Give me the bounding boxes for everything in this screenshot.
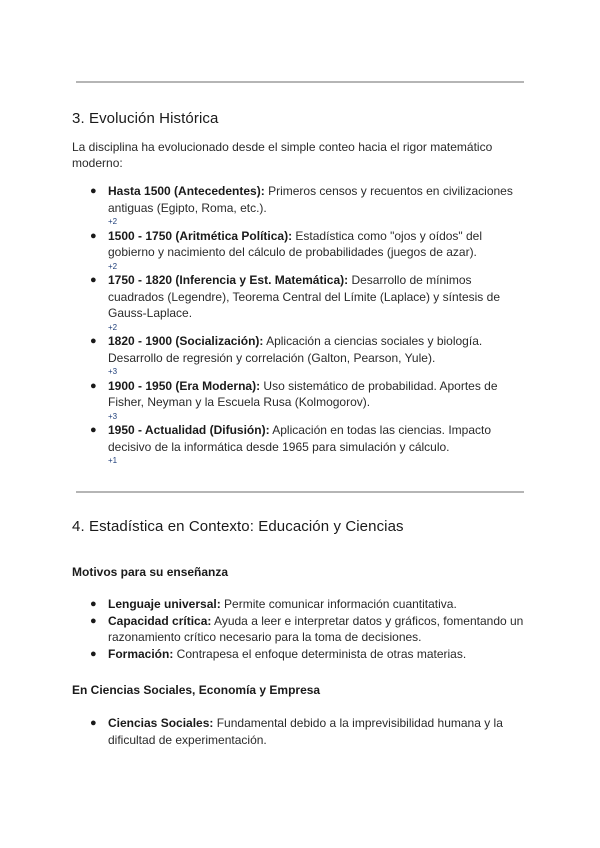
motivos-heading: Motivos para su enseñanza [72, 565, 229, 579]
bullet-icon: ● [90, 335, 97, 347]
item-text: Desarrollo de mínimos cuadrados (Legendre), Teorema Central del Límite (Laplace) y síntesis de Gauss-Laplace. [108, 273, 500, 320]
item-text: Estadística como "ojos y oídos" del gobierno y nacimiento del cálculo de probabilidades (juegos de azar). [108, 228, 483, 259]
bullet-icon: ● [90, 647, 97, 660]
citation-link[interactable]: +3 [108, 367, 118, 376]
history-item [0, 378, 526, 422]
item-text: Aplicación a ciencias sociales y biología. Desarrollo de regresión y correlación (Galton, Pearson, Yule). [108, 334, 483, 365]
motivos-list [0, 596, 526, 662]
history-item [0, 422, 526, 466]
history-list [0, 183, 526, 467]
motivo-item [0, 613, 526, 646]
history-item [0, 183, 526, 227]
item-text: Contrapesa el enfoque determinista de otras materias. [173, 646, 467, 661]
item-label: 1820 - 1900 (Socialización): [108, 334, 264, 348]
item-text: Primeros censos y recuentos en civilizaciones antiguas (Egipto, Roma, etc.). [108, 184, 513, 215]
ciencias-item [0, 715, 526, 748]
section-3-intro: La disciplina ha evolucionado desde el simple conteo hacia el rigor matemático moderno: [72, 140, 493, 170]
item-label: Lenguaje universal: [108, 597, 221, 611]
bullet-icon: ● [90, 614, 97, 627]
item-text: Permite comunicar información cuantitativa. [220, 597, 457, 611]
item-label: 1900 - 1950 (Era Moderna): [108, 378, 261, 393]
motivo-item [0, 646, 526, 663]
bullet-icon: ● [90, 598, 97, 610]
bullet-icon: ● [90, 717, 97, 729]
ciencias-heading: En Ciencias Sociales, Economía y Empresa [72, 683, 321, 697]
item-label: Hasta 1500 (Antecedentes): [108, 184, 265, 198]
bullet-icon: ● [90, 229, 97, 242]
item-label: Formación: [108, 646, 174, 661]
section-3-title: 3. Evolución Histórica [72, 110, 219, 127]
bullet-icon: ● [90, 424, 97, 436]
citation-link[interactable]: +3 [108, 411, 118, 421]
history-item [0, 333, 526, 377]
motivo-item [0, 596, 526, 613]
item-label: 1750 - 1820 (Inferencia y Est. Matemática): [108, 273, 349, 287]
item-text: Fundamental debido a la imprevisibilidad humana y la dificultad de experimentación. [108, 716, 503, 747]
bullet-icon: ● [90, 185, 97, 197]
bullet-icon: ● [90, 274, 97, 286]
section-4-title: 4. Estadística en Contexto: Educación y Ciencias [72, 518, 404, 535]
citation-link[interactable]: +2 [108, 217, 118, 226]
item-label: Capacidad crítica: [108, 613, 212, 628]
section-divider-middle [76, 491, 524, 493]
history-item [0, 228, 526, 272]
citation-link[interactable]: +1 [108, 456, 118, 465]
section-divider-top [76, 81, 524, 83]
citation-link[interactable]: +2 [108, 261, 118, 271]
bullet-icon: ● [90, 379, 97, 392]
item-label: Ciencias Sociales: [108, 716, 214, 730]
item-label: 1950 - Actualidad (Difusión): [108, 423, 270, 437]
citation-link[interactable]: +2 [108, 322, 118, 332]
item-text: Ayuda a leer e interpretar datos y gráficos, fomentando un razonamiento crítico necesario para la toma de decisiones. [108, 613, 524, 644]
history-item [0, 272, 526, 333]
item-text: Aplicación en todas las ciencias. Impacto decisivo de la informática desde 1965 para simulación y cálculo. [108, 423, 492, 454]
item-text: Uso sistemático de probabilidad. Aportes de Fisher, Neyman y la Escuela Rusa (Kolmogorov). [108, 378, 498, 409]
ciencias-list [0, 715, 526, 748]
item-label: 1500 - 1750 (Aritmética Política): [108, 228, 293, 243]
